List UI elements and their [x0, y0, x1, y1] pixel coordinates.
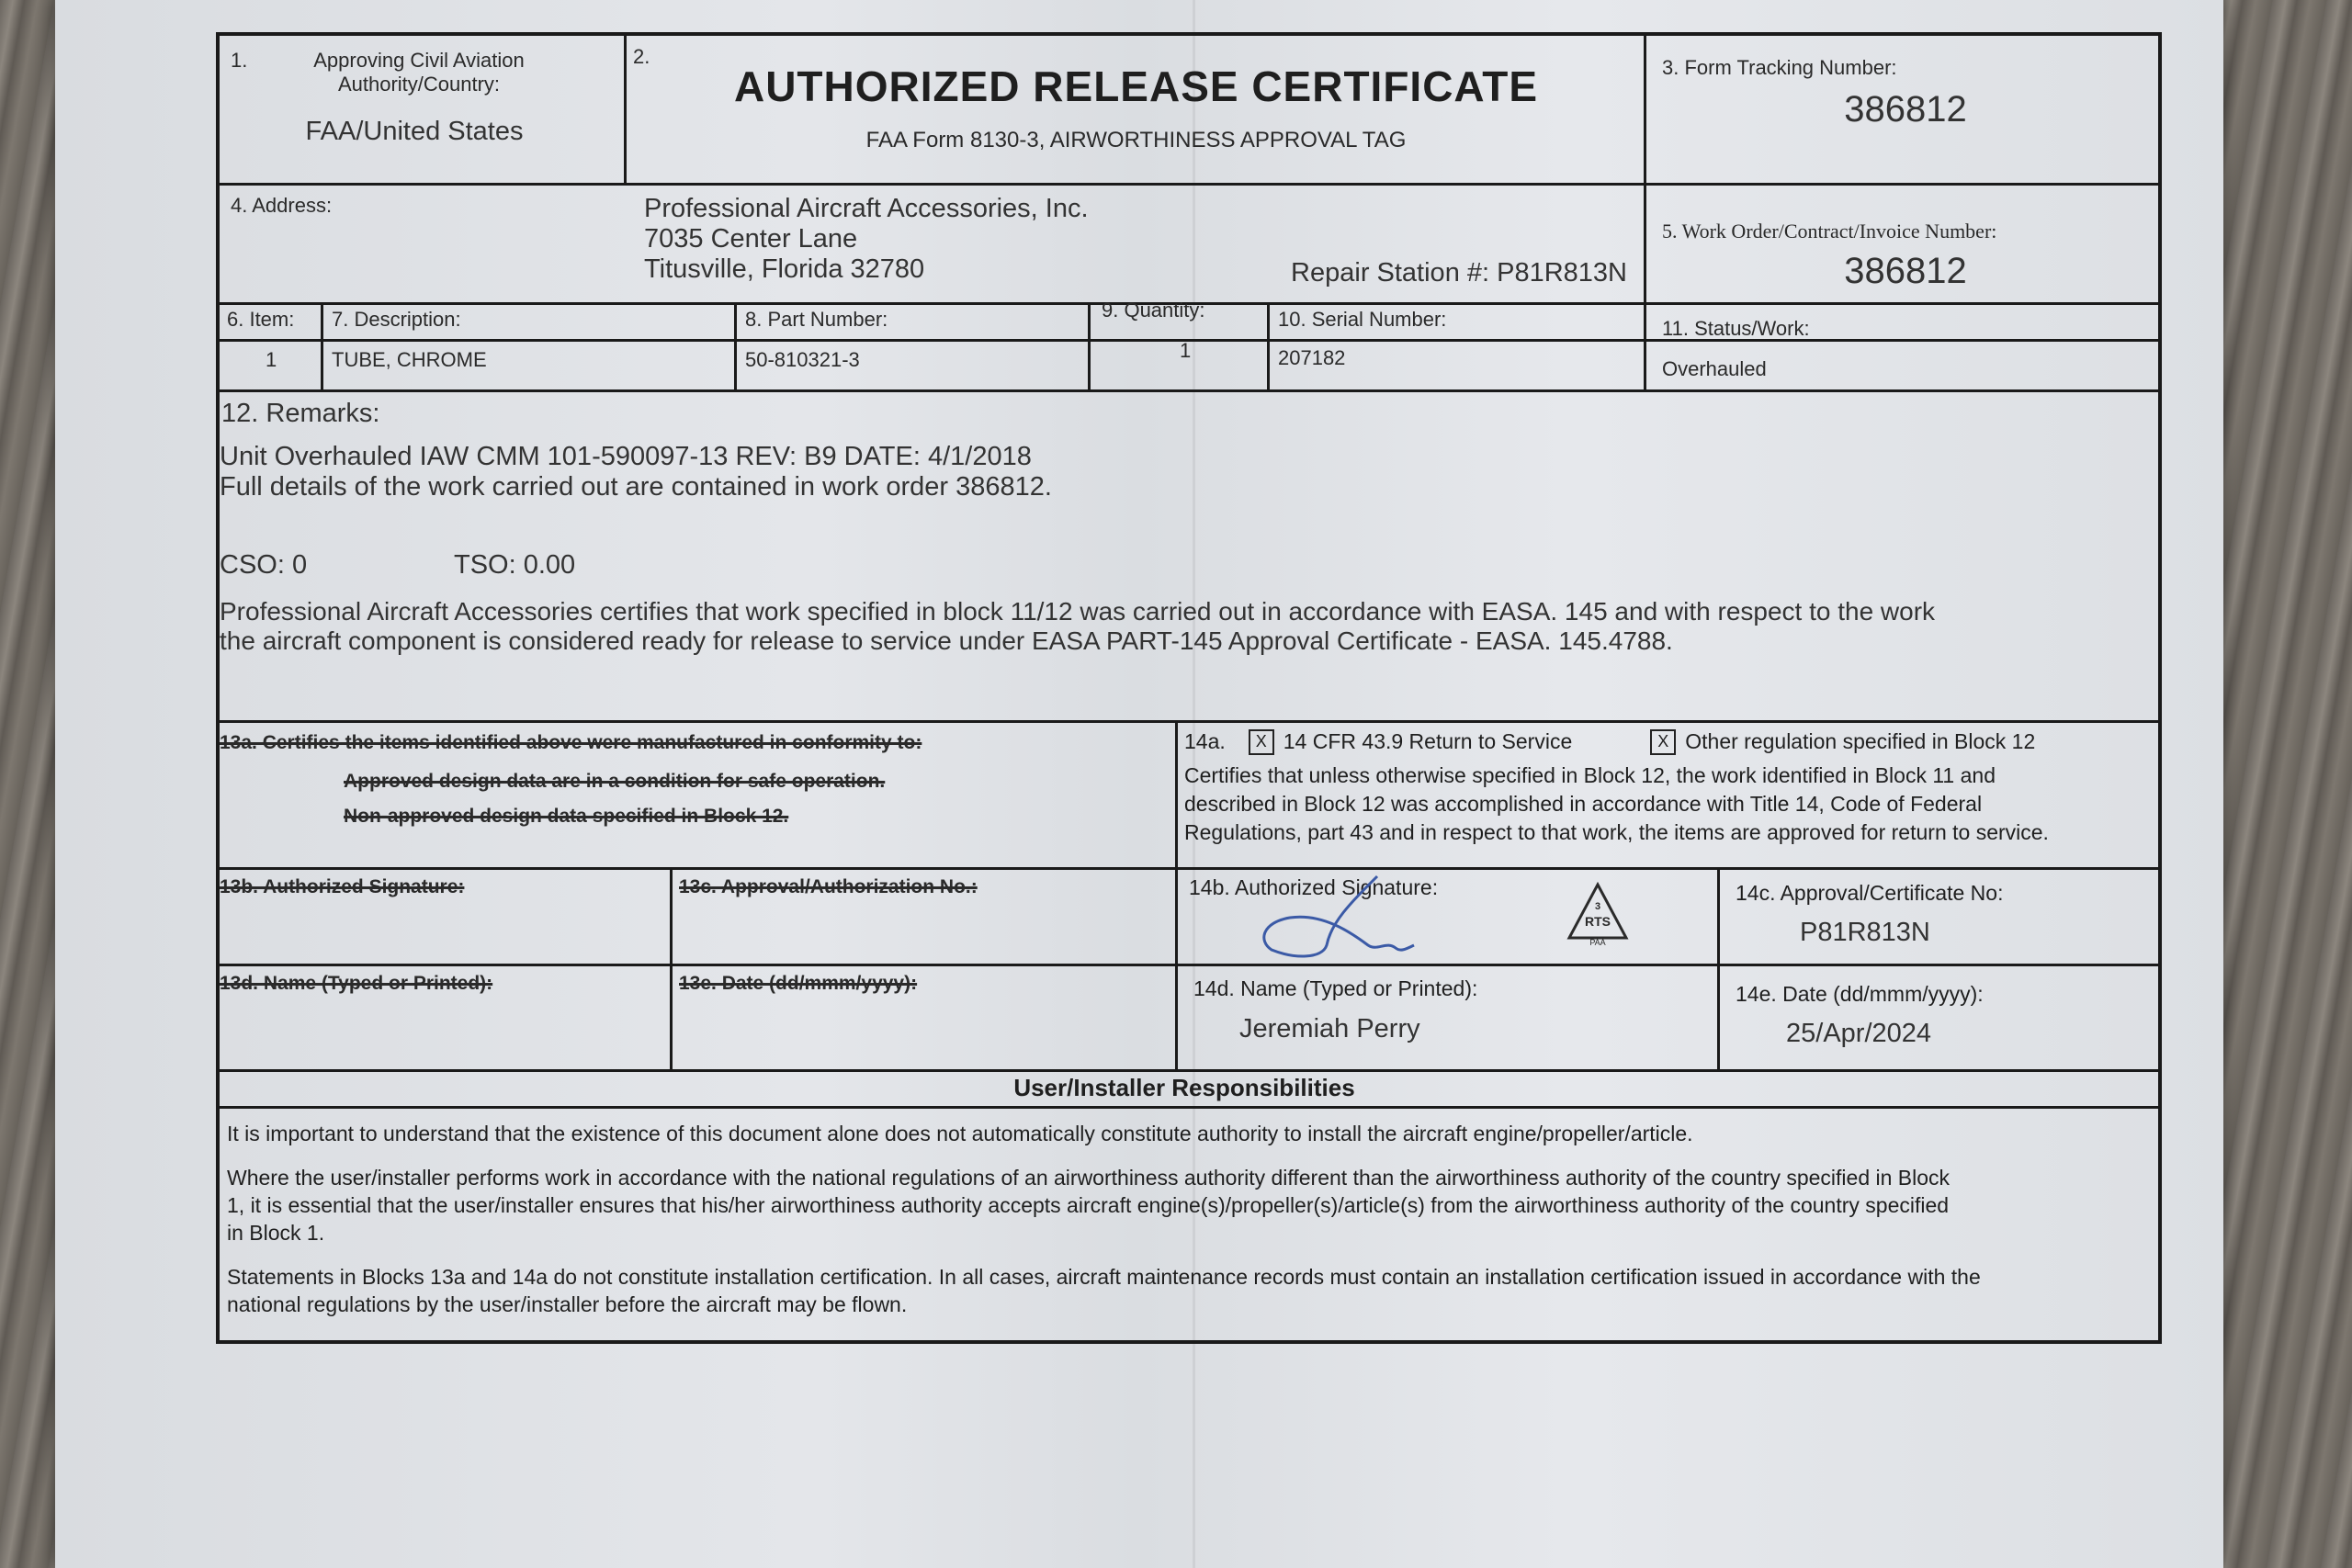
col-divider [624, 36, 627, 183]
block-12-remarks [220, 399, 2149, 716]
header-serial-number: 10. Serial Number: [1278, 308, 1447, 331]
block-1-label: Approving Civil Aviation Authority/Country: [313, 49, 525, 96]
header-status-work: 11. Status/Work: [1662, 317, 1810, 340]
item-quantity: 1 [1180, 339, 1192, 362]
header-part-number: 8. Part Number: [745, 308, 888, 331]
other-regulation-label: Other regulation specified in Block 12 [1685, 729, 2036, 753]
other-regulation-checkbox[interactable]: X [1650, 729, 1676, 755]
row-divider [220, 1106, 2158, 1109]
block-13e-label: 13e. Date (dd/mmm/yyyy): [679, 973, 918, 994]
responsibilities-paragraph-1: It is important to understand that the existence of this document alone does not automatically constitute authority to install the aircraft engine/propeller/article. [227, 1122, 1693, 1145]
block-4 [231, 194, 1636, 299]
certificate-form [216, 32, 2162, 1344]
work-order-number: 386812 [1844, 251, 1967, 291]
row-divider [220, 183, 2158, 186]
form-tracking-label: 3. Form Tracking Number: [1662, 56, 1897, 79]
col-divider [1088, 302, 1091, 389]
block-1 [231, 49, 616, 147]
block-3 [1662, 56, 2149, 130]
address-line-3: Titusville, Florida 32780 [644, 254, 925, 284]
block-13c-label: 13c. Approval/Authorization No.: [679, 876, 978, 897]
col-divider [1267, 302, 1270, 389]
cso-value: CSO: 0 [220, 550, 308, 580]
item-number: 1 [266, 348, 277, 371]
certificate-title: AUTHORIZED RELEASE CERTIFICATE [733, 62, 1539, 110]
address-block [644, 194, 1089, 285]
block-13d-label: 13d. Name (Typed or Printed): [220, 973, 493, 994]
tso-value: TSO: 0.00 [454, 550, 576, 580]
row-divider [220, 389, 2158, 392]
row-divider [220, 302, 1644, 305]
row-divider [220, 720, 2158, 723]
signer-name: Jeremiah Perry [1239, 1014, 1420, 1043]
return-to-service-checkbox[interactable]: X [1249, 729, 1274, 755]
remarks-line-1: Unit Overhauled IAW CMM 101-590097-13 REV: B9 DATE: 4/1/2018 [220, 442, 1032, 471]
address-label: 4. Address: [231, 194, 333, 217]
col-divider [1175, 720, 1178, 1069]
rts-stamp [1566, 881, 1630, 947]
col-divider [321, 302, 323, 389]
col-divider [670, 867, 673, 1069]
address-line-1: Professional Aircraft Accessories, Inc. [644, 194, 1089, 223]
responsibilities-section [227, 1120, 2147, 1318]
responsibilities-paragraph-2: Where the user/installer performs work in accordance with the national regulations of an airworthiness authority different than the airworthiness authority of the country specified in Block 1, it is essential that the user/installer ensures that his/her airworthiness authority accepts aircraft engine(s)/propeller(s)/article(s) from the airworthiness authority of the country specified in Block 1. [227, 1166, 1951, 1245]
block-13a-line-3: Non-approved design data specified in Block 12. [344, 806, 789, 827]
stamp-number: 3 [1594, 901, 1601, 912]
col-divider [734, 302, 737, 389]
stamp-paa: PAA [1589, 938, 1606, 947]
certificate-paper [55, 0, 2223, 1568]
block-1-number: 1. [231, 49, 248, 72]
item-part-number: 50-810321-3 [745, 348, 860, 371]
rts-stamp-triangle [1566, 881, 1630, 943]
header-description: 7. Description: [332, 308, 461, 331]
stamp-rts: RTS [1585, 914, 1611, 929]
block-5 [1662, 220, 2149, 292]
row-divider [220, 1069, 2158, 1072]
repair-station: Repair Station #: P81R813N [1291, 258, 1627, 288]
block-14e-label: 14e. Date (dd/mmm/yyyy): [1736, 982, 1984, 1006]
header-quantity: 9. Quantity: [1102, 299, 1205, 321]
approval-certificate-number: P81R813N [1800, 918, 1930, 947]
header-item: 6. Item: [227, 308, 295, 331]
block-14a-certification-text: Certifies that unless otherwise specified in Block 12, the work identified in Block 11 and described in Block 12 was accomplished in accordance with Title 14, Code of Federal Regulations, part 43 and in respect to that work, the items are approved for return to service. [1184, 763, 2049, 844]
block-2 [633, 45, 1639, 153]
form-tracking-number: 386812 [1844, 89, 1967, 130]
col-divider [1644, 36, 1646, 389]
item-status: Overhauled [1662, 357, 1767, 380]
remarks-label: 12. Remarks: [221, 399, 380, 428]
easa-certification-line-2: the aircraft component is considered ready for release to service under EASA PART-145 Approval Certificate - EASA. 145.4788. [220, 626, 1673, 655]
item-serial-number: 207182 [1278, 346, 1346, 369]
certificate-subtitle: FAA Form 8130-3, AIRWORTHINESS APPROVAL TAG [865, 128, 1407, 152]
responsibilities-title: User/Installer Responsibilities [1013, 1074, 1355, 1101]
cycle-time-row [220, 550, 2149, 581]
row-divider [1644, 302, 2158, 305]
approving-authority: FAA/United States [305, 117, 524, 146]
item-description: TUBE, CHROME [332, 348, 487, 371]
block-13a-line-1: 13a. Certifies the items identified above were manufactured in conformity to: [220, 732, 922, 753]
easa-certification-line-1: Professional Aircraft Accessories certifies that work specified in block 11/12 was carried out in accordance with EASA. 145 and with respect to the work [220, 597, 1936, 626]
block-14a-number: 14a. [1184, 729, 1226, 753]
block-14c-label: 14c. Approval/Certificate No: [1736, 881, 2004, 905]
work-order-label: 5. Work Order/Contract/Invoice Number: [1662, 220, 1997, 243]
release-date: 25/Apr/2024 [1786, 1019, 1932, 1048]
col-divider [1717, 867, 1720, 1069]
authorized-signature [1239, 867, 1460, 964]
block-2-number: 2. [633, 45, 650, 68]
block-13b-label: 13b. Authorized Signature: [220, 876, 465, 897]
block-14d-label: 14d. Name (Typed or Printed): [1193, 976, 1478, 1000]
block-14a [1184, 728, 2149, 847]
block-13a [220, 732, 1166, 828]
return-to-service-label: 14 CFR 43.9 Return to Service [1283, 729, 1573, 753]
row-divider [220, 964, 2158, 966]
block-14b-label: 14b. Authorized Signature: [1189, 875, 1439, 899]
responsibilities-paragraph-3: Statements in Blocks 13a and 14a do not constitute installation certification. In all cases, aircraft maintenance records must contain an installation certification issued in accordance with the national regulations by the user/installer before the aircraft may be flown. [227, 1265, 1981, 1316]
remarks-line-2: Full details of the work carried out are contained in work order 386812. [220, 472, 1052, 502]
row-divider [220, 867, 2158, 870]
block-13a-line-2: Approved design data are in a condition for safe operation. [344, 771, 886, 792]
address-line-2: 7035 Center Lane [644, 224, 858, 254]
